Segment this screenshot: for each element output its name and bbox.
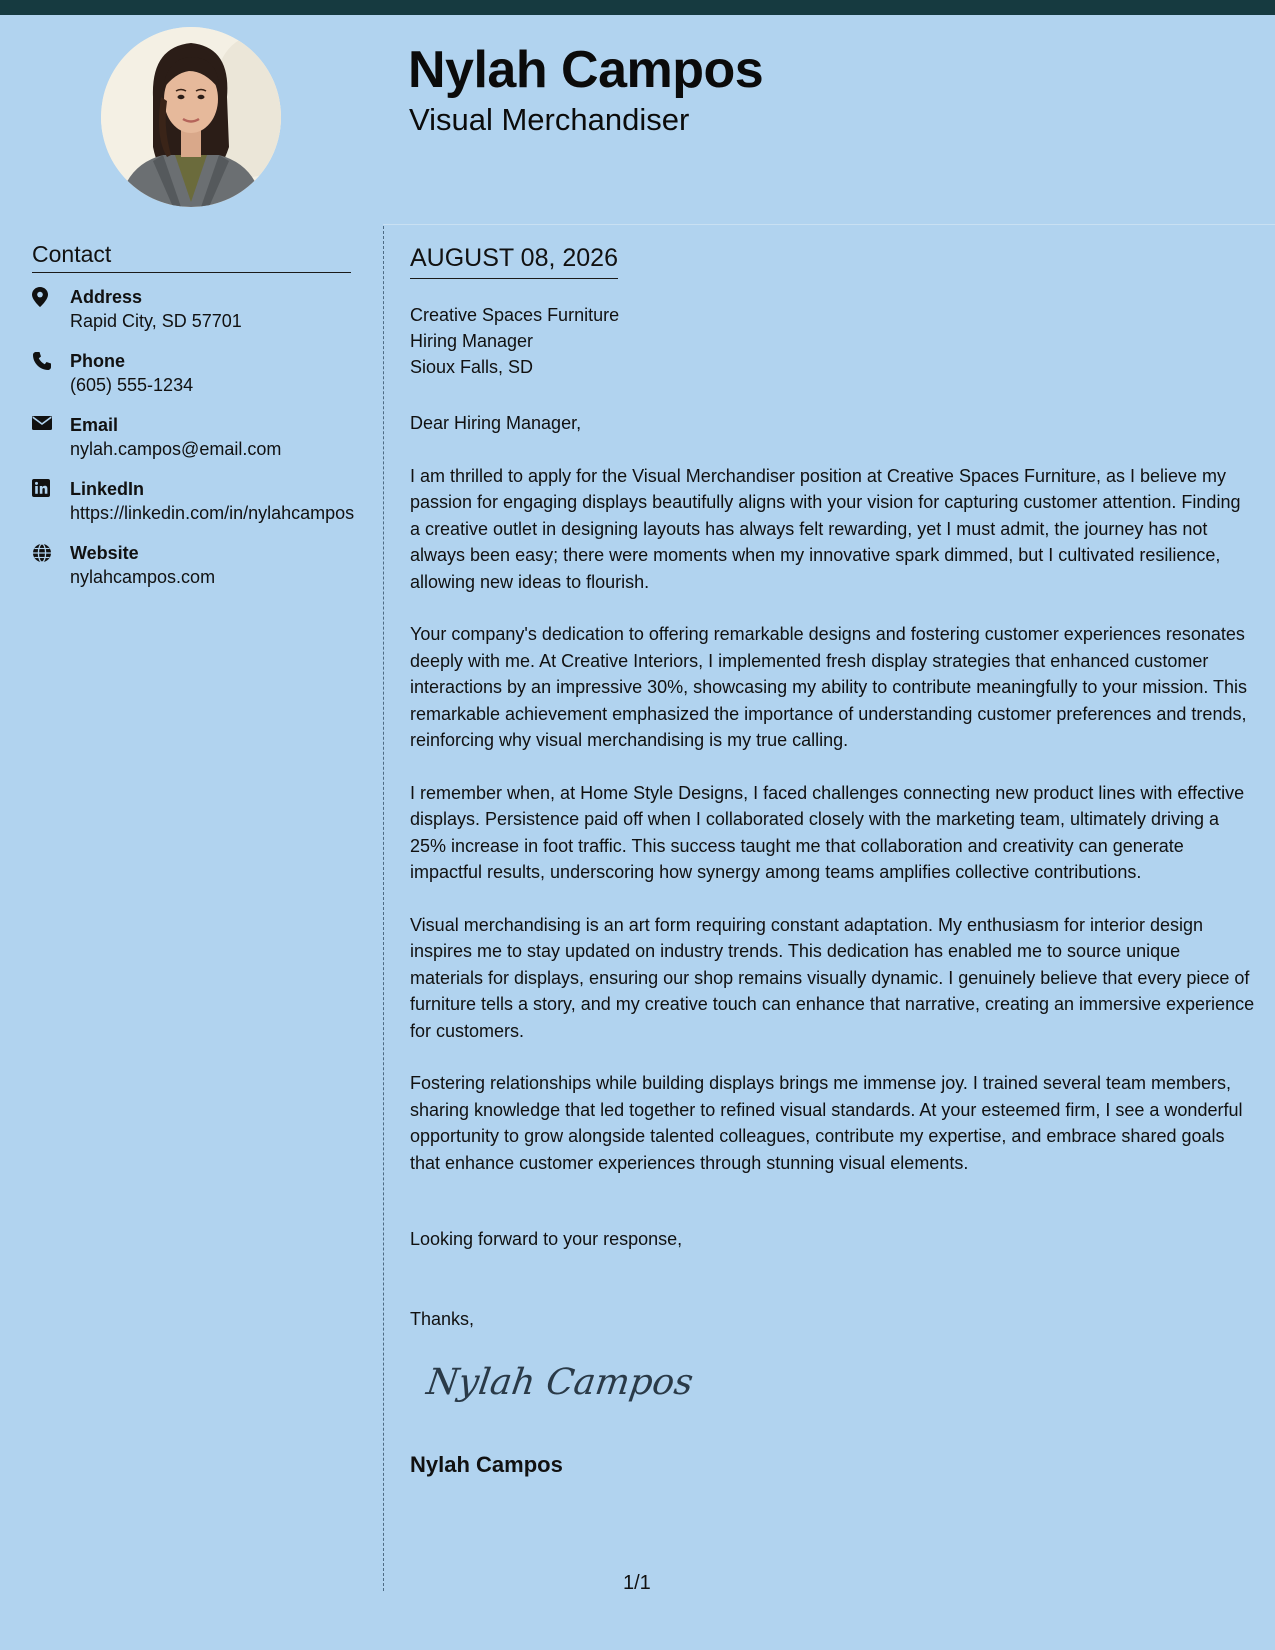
letter-body xyxy=(410,410,1255,1202)
header-divider xyxy=(383,224,1275,225)
contact-item-address xyxy=(32,285,362,333)
contact-label: Email xyxy=(70,415,119,435)
contact-item-phone xyxy=(32,349,362,397)
contact-link[interactable]: nylahcampos.com xyxy=(70,567,216,587)
contact-item-website xyxy=(32,541,362,589)
contact-label: Website xyxy=(70,543,139,563)
contact-list xyxy=(32,285,362,605)
linkedin-icon xyxy=(32,477,70,525)
recipient-location: Sioux Falls, SD xyxy=(410,357,534,377)
applicant-name: Nylah Campos xyxy=(408,41,764,99)
contact-link[interactable]: https://linkedin.com/in/nylahcampos xyxy=(70,503,355,523)
thanks-line: Thanks, xyxy=(410,1309,475,1329)
contact-label: Phone xyxy=(70,351,126,371)
page-number: 1/1 xyxy=(623,1572,651,1594)
profile-photo xyxy=(101,27,281,207)
contact-label: Address xyxy=(70,287,143,307)
top-accent-bar xyxy=(0,0,1275,15)
phone-icon xyxy=(32,349,70,397)
body-paragraph: Visual merchandising is an art form requiring constant adaptation. My enthusiasm for interior design inspires me to stay updated on industry trends. This dedication has enabled me to source unique materials for displays, ensuring our shop remains visually dynamic. I genuinely believe that every piece of furniture tells a story, and my creative touch can enhance that narrative, creating an immersive experience for customers. xyxy=(410,914,1255,1041)
contact-value: Rapid City, SD 57701 xyxy=(70,311,242,331)
contact-item-linkedin xyxy=(32,477,362,525)
handwritten-signature: Nylah Campos xyxy=(424,1362,696,1403)
globe-icon xyxy=(32,541,70,589)
body-paragraph: I am thrilled to apply for the Visual Merchandiser position at Creative Spaces Furniture, as I believe my passion for engaging displays beautifully aligns with your vision for capturing customer attention. Finding a creative outlet in designing layouts has always felt rewarding, yet I must admit, the journey has not always been easy; there were moments when my innovative spark dimmed, but I cultivated resilience, allowing new ideas to flourish. xyxy=(410,465,1241,592)
letter-date: AUGUST 08, 2026 xyxy=(410,244,618,279)
contact-item-email xyxy=(32,413,362,461)
recipient-company: Creative Spaces Furniture xyxy=(410,305,620,325)
column-divider xyxy=(383,226,384,1591)
closing-line: Looking forward to your response, xyxy=(410,1229,683,1249)
signer-name: Nylah Campos xyxy=(410,1452,563,1477)
contact-value: (605) 555-1234 xyxy=(70,375,194,395)
recipient-block xyxy=(410,302,619,380)
contact-label: LinkedIn xyxy=(70,479,145,499)
body-paragraph: Fostering relationships while building displays brings me immense joy. I trained several team members, sharing knowledge that led together to refined visual standards. At your esteemed firm, I see a wonderful opportunity to grow alongside talented colleagues, contribute my expertise, and embrace shared goals that enhance customer experiences through stunning visual elements. xyxy=(410,1073,1243,1173)
salutation: Dear Hiring Manager, xyxy=(410,413,582,433)
body-paragraph: Your company's dedication to offering remarkable designs and fostering customer experiences resonates deeply with me. At Creative Interiors, I implemented fresh display strategies that enhanced customer interactions by an impressive 30%, showcasing my ability to contribute meaningfully to your mission. This remarkable achievement emphasized the importance of understanding customer preferences and trends, reinforcing why visual merchandising is my true calling. xyxy=(410,624,1248,750)
contact-value: nylah.campos@email.com xyxy=(70,439,282,459)
recipient-title: Hiring Manager xyxy=(410,331,534,351)
contact-heading: Contact xyxy=(32,241,351,273)
map-pin-icon xyxy=(32,285,70,333)
applicant-role: Visual Merchandiser xyxy=(409,102,690,137)
body-paragraph: I remember when, at Home Style Designs, I faced challenges connecting new product lines with effective displays. Persistence paid off when I collaborated closely with the marketing team, ultimately driving a 25% increase in foot traffic. This success taught me that collaboration and creativity can generate impactful results, underscoring how synergy among teams amplifies collective contributions. xyxy=(410,782,1245,882)
envelope-icon xyxy=(32,413,70,461)
